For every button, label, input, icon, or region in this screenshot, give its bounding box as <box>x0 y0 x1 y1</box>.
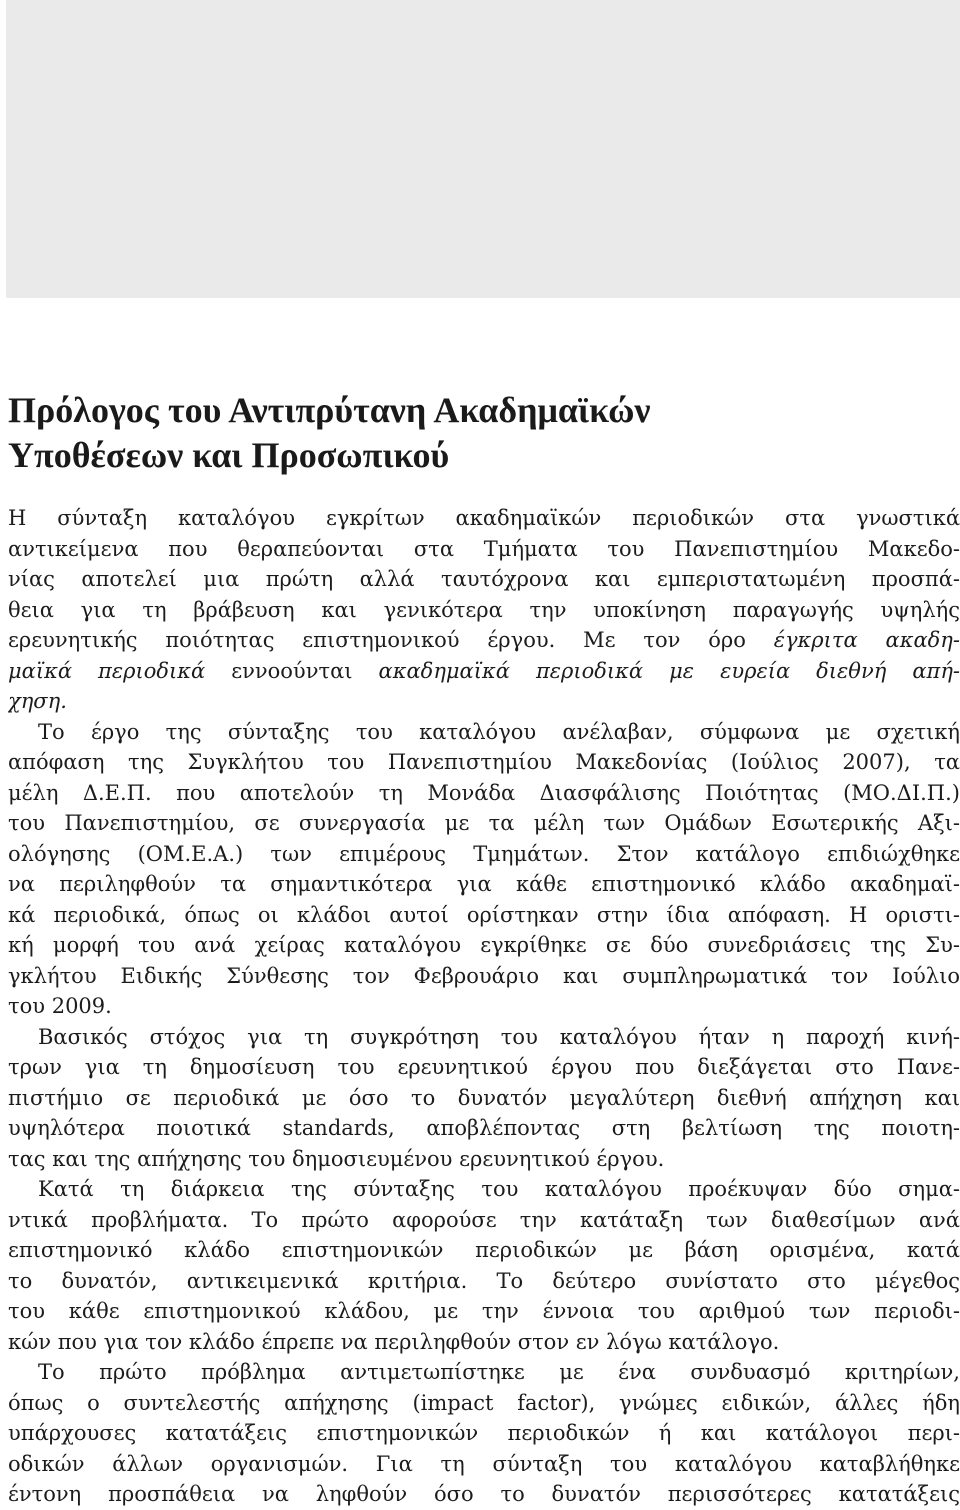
title-line-1: Πρόλογος του Αντιπρύτανη Ακαδημαϊκών <box>8 390 651 430</box>
text-line: οδικών άλλων οργανισμών. Για τη σύνταξη του καταλόγου καταβλήθηκε <box>8 1451 960 1476</box>
text-line: πιστήμιο σε περιοδικά με όσο το δυνατόν μεγαλύτερη διεθνή απήχηση και <box>8 1085 960 1110</box>
title-line-2: Υποθέσεων και Προσωπικού <box>8 435 450 475</box>
text-line: το δυνατόν, αντικειμενικά κριτήρια. Το δεύτερο συνίστατο στο μέγεθος <box>8 1268 960 1293</box>
text-line <box>8 686 960 717</box>
text-line: όπως ο συντελεστής απήχησης (impact factor), γνώμες ειδικών, άλλες ήδη <box>8 1390 960 1415</box>
text-segment: Με τον όρο <box>583 628 746 652</box>
text-line: του 2009. <box>8 994 112 1018</box>
top-gray-band <box>6 0 960 298</box>
text-line: απόφαση της Συγκλήτου του Πανεπιστημίου Μακεδονίας (Ιούλιος 2007), τα <box>8 750 960 774</box>
italic-term: ακαδημαϊκά περιοδικά με ευρεία διεθνή απή- <box>378 658 960 683</box>
text-line: θεια για τη βράβευση και γενικότερα την υποκίνηση παραγωγής υψηλής <box>8 597 960 622</box>
text-line: να περιληφθούν τα σημαντικότερα για κάθε επιστημονικό κλάδο ακαδημαϊ- <box>8 872 960 896</box>
text-line: του Πανεπιστημίου, σε συνεργασία με τα μέλη των Ομάδων Εσωτερικής Αξι- <box>8 811 960 835</box>
text-line: Κατά τη διάρκεια της σύνταξης του καταλόγου προέκυψαν δύο σημα- <box>38 1177 960 1201</box>
page-title <box>8 388 948 478</box>
italic-term: έγκριτα ακαδη- <box>773 628 960 652</box>
italic-term: μαϊκά περιοδικά <box>8 658 206 683</box>
body-text <box>8 503 960 1510</box>
text-line: Το πρώτο πρόβλημα αντιμετωπίστηκε με ένα συνδυασμό κριτηρίων, <box>38 1360 960 1384</box>
text-line: Βασικός στόχος για τη συγκρότηση του καταλόγου ήταν η παροχή κινή- <box>38 1024 960 1049</box>
text-segment: ερευνητικής ποιότητας επιστημονικού έργου. <box>8 628 556 652</box>
text-line: επιστημονικό κλάδο επιστημονικών περιοδικών με βάση ορισμένα, κατά <box>8 1238 960 1262</box>
text-line <box>8 625 960 656</box>
text-line <box>8 656 960 687</box>
text-line: κών που για τον κλάδο έπρεπε να περιληφθούν στον εν λόγω κατάλογο. <box>8 1329 780 1354</box>
text-segment: εννοούνται <box>231 658 353 683</box>
text-line: υψηλότερα ποιοτικά standards, αποβλέποντας στη βελτίωση της ποιοτη- <box>8 1116 960 1140</box>
text-line: νίας αποτελεί μια πρώτη αλλά ταυτόχρονα και εμπεριστατωμένη προσπά- <box>8 567 960 591</box>
text-line: ολόγησης (ΟΜ.Ε.Α.) των επιμέρους Τμημάτων. Στον κατάλογο επιδιώχθηκε <box>8 841 960 866</box>
text-line: Η σύνταξη καταλόγου εγκρίτων ακαδημαϊκών περιοδικών στα γνωστικά <box>8 506 960 530</box>
text-line: ντικά προβλήματα. Το πρώτο αφορούσε την κατάταξη των διαθεσίμων ανά <box>8 1207 960 1232</box>
text-line: τρων για τη δημοσίευση του ερευνητικού έργου που διεξάγεται στο Πανε- <box>8 1055 960 1079</box>
text-line: μέλη Δ.Ε.Π. που αποτελούν τη Μονάδα Διασφάλισης Ποιότητας (ΜΟ.ΔΙ.Π.) <box>8 780 960 805</box>
text-line: κή μορφή του ανά χείρας καταλόγου εγκρίθηκε σε δύο συνεδριάσεις της Συ- <box>8 933 960 957</box>
text-line: Το έργο της σύνταξης του καταλόγου ανέλαβαν, σύμφωνα με σχετική <box>38 719 960 744</box>
text-line: κά περιοδικά, όπως οι κλάδοι αυτοί ορίστηκαν στην ίδια απόφαση. Η οριστι- <box>8 902 960 927</box>
text-line: υπάρχουσες κατατάξεις επιστημονικών περιοδικών ή και κατάλογοι περι- <box>8 1421 960 1445</box>
text-line: έντονη προσπάθεια να ληφθούν όσο το δυνατόν περισσότερες κατατάξεις <box>8 1482 960 1506</box>
text-line: τας και της απήχησης του δημοσιευμένου ερευνητικού έργου. <box>8 1146 665 1171</box>
italic-term: χηση. <box>8 689 67 713</box>
text-line: του κάθε επιστημονικού κλάδου, με την έννοια του αριθμού των περιοδι- <box>8 1299 960 1323</box>
text-line: γκλήτου Ειδικής Σύνθεσης τον Φεβρουάριο και συμπληρωματικά τον Ιούλιο <box>8 963 960 988</box>
text-line: αντικείμενα που θεραπεύονται στα Τμήματα του Πανεπιστημίου Μακεδο- <box>8 536 960 561</box>
